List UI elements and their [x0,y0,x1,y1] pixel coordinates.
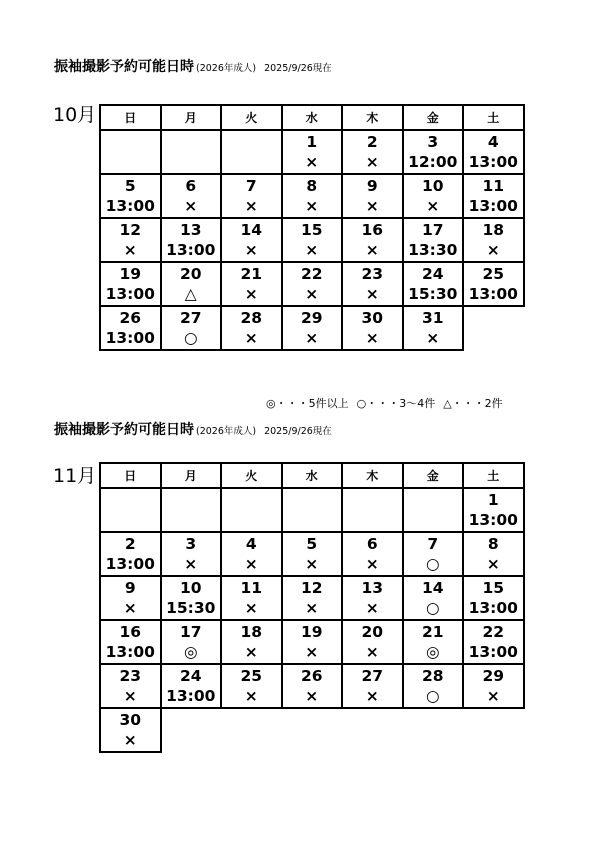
weekday-header: 日 [100,463,161,488]
calendar-october [99,104,525,351]
day-number: 27 [179,309,202,327]
legend-item-some: ○・・・3～4件 [356,397,436,410]
availability-status: × [305,285,319,303]
availability-status: × [365,241,379,259]
availability-status: × [244,555,258,573]
availability-status: 13:30 [408,241,458,259]
day-number: 25 [240,667,263,685]
legend-item-many: ◎・・・5件以上 [266,397,349,410]
availability-status: 12:00 [408,153,458,171]
availability-status: 13:00 [468,511,518,529]
calendar-day-cell [342,620,403,664]
day-number: 4 [245,535,257,553]
calendar-day-cell [463,130,524,174]
availability-status: × [244,687,258,705]
availability-status: × [305,197,319,215]
calendar-day-cell [282,576,343,620]
day-number: 9 [124,579,136,597]
calendar-day-cell [403,218,464,262]
day-number: 12 [300,579,323,597]
calendar-week-row [100,708,524,752]
availability-status: × [244,285,258,303]
weekday-header: 土 [463,105,524,130]
day-number: 19 [119,265,142,283]
calendar-day-cell [403,174,464,218]
calendar-day-cell [342,174,403,218]
calendar-day-cell [161,664,222,708]
day-number: 22 [482,623,505,641]
day-number: 8 [306,177,318,195]
availability-status: × [244,599,258,617]
availability-status: × [244,329,258,347]
calendar-day-cell [282,664,343,708]
calendar-day-cell [221,664,282,708]
calendar-day-cell [100,576,161,620]
availability-status: × [365,599,379,617]
calendar-day-cell [282,620,343,664]
day-number: 29 [300,309,323,327]
calendar-day-cell [100,262,161,306]
availability-status: × [365,329,379,347]
calendar-day-cell [282,262,343,306]
availability-status: × [305,555,319,573]
day-number: 31 [421,309,444,327]
calendar-outside-cell [161,708,222,752]
availability-status: 15:30 [408,285,458,303]
availability-status: ○ [425,599,440,617]
calendar-week-row [100,664,524,708]
availability-status: × [244,241,258,259]
calendar-day-cell [342,306,403,350]
calendar-empty-cell [282,488,343,532]
availability-status: × [305,687,319,705]
calendar-day-cell [282,130,343,174]
calendar-outside-cell [221,708,282,752]
day-number: 13 [361,579,384,597]
day-number: 3 [427,133,439,151]
weekday-header: 火 [221,105,282,130]
calendar-day-cell [342,664,403,708]
calendar-week-row [100,620,524,664]
day-number: 6 [366,535,378,553]
calendar-day-cell [221,262,282,306]
calendar-week-row [100,488,524,532]
calendar-november [99,462,525,753]
availability-status: 13:00 [105,555,155,573]
day-number: 24 [421,265,444,283]
calendar-day-cell [161,262,222,306]
availability-status: ○ [425,555,440,573]
calendar-day-cell [161,576,222,620]
day-number: 5 [124,177,136,195]
day-number: 30 [119,711,142,729]
day-number: 1 [487,491,499,509]
availability-status: × [123,731,137,749]
day-number: 9 [366,177,378,195]
availability-status: × [486,555,500,573]
availability-status: 13:00 [468,285,518,303]
day-number: 21 [421,623,444,641]
calendar-empty-cell [221,488,282,532]
availability-status: 13:00 [105,285,155,303]
calendar-day-cell [403,620,464,664]
availability-status: 13:00 [468,599,518,617]
calendar-week-row [100,218,524,262]
calendar-empty-cell [403,488,464,532]
availability-status: × [305,241,319,259]
calendar-day-cell [463,218,524,262]
day-number: 28 [421,667,444,685]
calendar-outside-cell [403,708,464,752]
calendar-day-cell [463,664,524,708]
calendar-day-cell [161,174,222,218]
day-number: 27 [361,667,384,685]
availability-status: ○ [425,687,440,705]
schedule-title-november [54,421,332,437]
day-number: 8 [487,535,499,553]
availability-status: × [305,643,319,661]
day-number: 1 [306,133,318,151]
calendar-day-cell [342,130,403,174]
calendar-day-cell [282,174,343,218]
calendar-day-cell [342,576,403,620]
day-number: 10 [421,177,444,195]
day-number: 29 [482,667,505,685]
day-number: 28 [240,309,263,327]
legend [266,398,511,409]
month-label-november: 11月 [53,465,97,487]
weekday-header: 金 [403,463,464,488]
calendar-day-cell [403,130,464,174]
calendar-day-cell [463,532,524,576]
calendar-day-cell [221,532,282,576]
calendar-outside-cell [463,708,524,752]
day-number: 20 [179,265,202,283]
calendar-empty-cell [161,130,222,174]
calendar-day-cell [403,576,464,620]
day-number: 16 [361,221,384,239]
availability-status: × [365,153,379,171]
calendar-week-row [100,306,524,350]
availability-status: ○ [183,329,198,347]
calendar-week-row [100,174,524,218]
availability-status: ◎ [425,643,440,661]
calendar-week-row [100,262,524,306]
availability-status: × [426,329,440,347]
calendar-day-cell [100,532,161,576]
day-number: 26 [300,667,323,685]
calendar-day-cell [161,218,222,262]
availability-status: 15:30 [166,599,216,617]
day-number: 24 [179,667,202,685]
day-number: 17 [179,623,202,641]
day-number: 11 [482,177,505,195]
calendar-day-cell [221,576,282,620]
day-number: 25 [482,265,505,283]
availability-status: 13:00 [105,197,155,215]
availability-status: 13:00 [468,197,518,215]
day-number: 7 [245,177,257,195]
calendar-day-cell [342,218,403,262]
day-number: 23 [361,265,384,283]
availability-status: × [365,197,379,215]
weekday-header: 日 [100,105,161,130]
availability-status: × [426,197,440,215]
day-number: 21 [240,265,263,283]
calendar-outside-cell [282,708,343,752]
calendar-outside-cell [463,306,524,350]
calendar-empty-cell [100,488,161,532]
weekday-header-row [100,463,524,488]
day-number: 5 [306,535,318,553]
title-subtitle: (2026年成人) [196,63,257,74]
weekday-header-row [100,105,524,130]
calendar-day-cell [161,532,222,576]
availability-status: × [365,643,379,661]
day-number: 3 [185,535,197,553]
weekday-header: 月 [161,105,222,130]
calendar-day-cell [282,218,343,262]
day-number: 15 [482,579,505,597]
calendar-day-cell [282,306,343,350]
availability-status: ◎ [183,643,198,661]
availability-status: × [365,555,379,573]
weekday-header: 水 [282,463,343,488]
calendar-empty-cell [100,130,161,174]
calendar-outside-cell [342,708,403,752]
availability-status: × [365,687,379,705]
day-number: 18 [482,221,505,239]
day-number: 13 [179,221,202,239]
availability-status: × [305,329,319,347]
availability-status: × [184,555,198,573]
day-number: 18 [240,623,263,641]
availability-status: 13:00 [468,153,518,171]
availability-status: × [365,285,379,303]
calendar-day-cell [282,532,343,576]
day-number: 16 [119,623,142,641]
day-number: 30 [361,309,384,327]
day-number: 6 [185,177,197,195]
calendar-day-cell [100,174,161,218]
calendar-day-cell [463,262,524,306]
calendar-week-row [100,130,524,174]
calendar-day-cell [100,708,161,752]
day-number: 26 [119,309,142,327]
weekday-header: 木 [342,463,403,488]
calendar-day-cell [100,218,161,262]
availability-status: × [123,241,137,259]
title-date-note: 2025/9/26現在 [264,63,332,74]
calendar-day-cell [100,664,161,708]
calendar-week-row [100,532,524,576]
title-subtitle: (2026年成人) [196,426,257,437]
calendar-day-cell [403,262,464,306]
day-number: 20 [361,623,384,641]
availability-status: × [123,599,137,617]
calendar-empty-cell [161,488,222,532]
day-number: 23 [119,667,142,685]
availability-status: × [305,599,319,617]
weekday-header: 土 [463,463,524,488]
calendar-day-cell [403,532,464,576]
day-number: 19 [300,623,323,641]
calendar-day-cell [463,174,524,218]
availability-status: × [486,241,500,259]
day-number: 14 [240,221,263,239]
calendar-day-cell [221,306,282,350]
calendar-day-cell [403,306,464,350]
calendar-day-cell [100,306,161,350]
calendar-day-cell [161,620,222,664]
weekday-header: 火 [221,463,282,488]
calendar-empty-cell [221,130,282,174]
calendar-day-cell [221,620,282,664]
day-number: 2 [124,535,136,553]
availability-status: 13:00 [468,643,518,661]
calendar-empty-cell [342,488,403,532]
calendar-day-cell [342,532,403,576]
availability-status: 13:00 [105,329,155,347]
availability-status: × [123,687,137,705]
availability-status: × [184,197,198,215]
calendar-day-cell [403,664,464,708]
title-date-note: 2025/9/26現在 [264,426,332,437]
calendar-day-cell [100,620,161,664]
availability-status: 13:00 [166,241,216,259]
schedule-title-october [54,58,332,74]
day-number: 12 [119,221,142,239]
calendar-day-cell [463,620,524,664]
availability-status: △ [184,285,197,303]
calendar-day-cell [463,576,524,620]
weekday-header: 月 [161,463,222,488]
availability-status: × [244,643,258,661]
calendar-day-cell [463,488,524,532]
day-number: 22 [300,265,323,283]
calendar-day-cell [161,306,222,350]
day-number: 7 [427,535,439,553]
weekday-header: 木 [342,105,403,130]
calendar-day-cell [221,218,282,262]
day-number: 17 [421,221,444,239]
weekday-header: 水 [282,105,343,130]
availability-status: × [305,153,319,171]
title-main: 振袖撮影予約可能日時 [54,59,194,75]
day-number: 2 [366,133,378,151]
availability-status: 13:00 [166,687,216,705]
legend-item-few: △・・・2件 [443,397,503,410]
day-number: 4 [487,133,499,151]
availability-status: × [244,197,258,215]
day-number: 11 [240,579,263,597]
calendar-day-cell [221,174,282,218]
calendar-week-row [100,576,524,620]
day-number: 15 [300,221,323,239]
availability-status: 13:00 [105,643,155,661]
weekday-header: 金 [403,105,464,130]
availability-status: × [486,687,500,705]
calendar-day-cell [342,262,403,306]
title-main: 振袖撮影予約可能日時 [54,422,194,438]
day-number: 10 [179,579,202,597]
day-number: 14 [421,579,444,597]
month-label-october: 10月 [53,104,97,126]
